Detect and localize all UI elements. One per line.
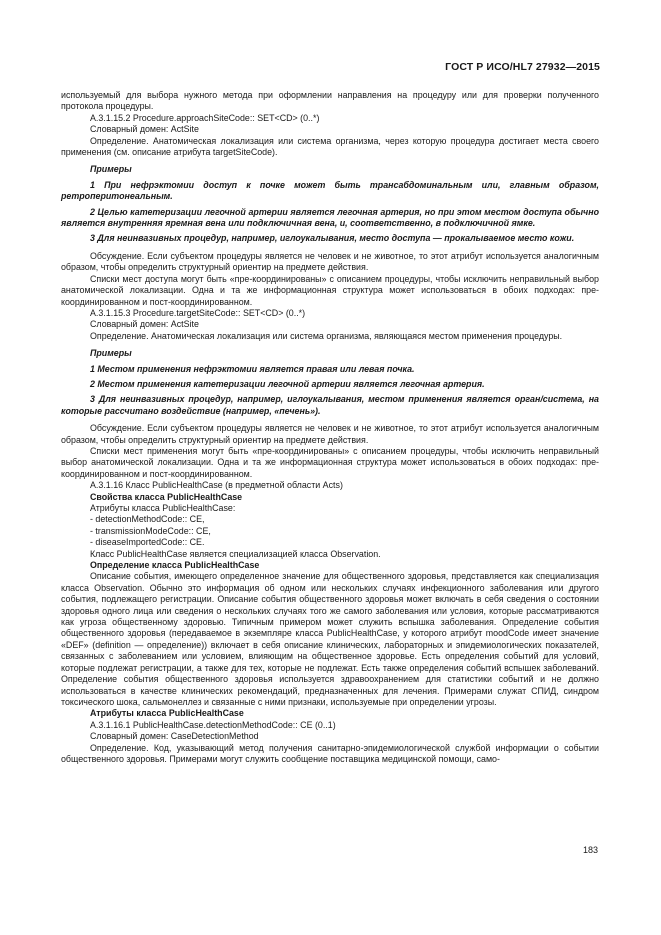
section-a-3-1-16: A.3.1.16 Класс PublicHealthCase (в предметной области Acts) — [90, 480, 343, 491]
attribute-list-item: - diseaseImportedCode:: CE. — [90, 537, 205, 548]
example-2: 2 Целью катетеризации легочной артерии является легочная артерия, но при этом местом доступа обычно является внутренняя яремная вена или подключичная вена, и, соответственно, в подключичной ямке. — [61, 206, 599, 229]
class-properties-heading: Свойства класса PublicHealthCase — [90, 491, 243, 502]
example-3: 3 Для неинвазивных процедур, например, иглоукалывания, местом применения является орган/система, на которые рассчитано воздействие (например, «печень»). — [61, 394, 599, 416]
example-1: 1 Местом применения нефрэктомии является правая или левая почка. — [90, 363, 415, 374]
discussion-paragraph: Обсуждение. Если субъектом процедуры является не человек и не животное, то этот атрибут используется аналогичным образом, чтобы определить структурный ориентир на предмете действия. — [61, 250, 599, 273]
approach-site-lists-paragraph: Списки мест доступа могут быть «пре-координированы» с описанием процедуры, чтобы исключить неправильный выбор анатомической локализации. Одна и та же информационная структура может использоваться в обоих подходах: пре-координированном и пост-координированном. — [61, 273, 599, 307]
example-2: 2 Местом применения катетеризации легочной артерии является легочная артерия. — [90, 378, 485, 389]
definition-paragraph: Определение. Анатомическая локализация или система организма, через которую процедура достигает места своего применения (см. описание атрибута targetSiteCode). — [61, 135, 599, 158]
paragraph-continuation: используемый для выбора нужного метода при оформлении направления на процедуру или для проверки полученного протокола процедуры. — [61, 90, 599, 112]
definition-paragraph: Определение. Анатомическая локализация или система организма, являющаяся местом применения процедуры. — [90, 330, 563, 341]
section-a-3-1-16-1: A.3.1.16.1 PublicHealthCase.detectionMethodCode:: CE (0..1) — [90, 719, 336, 730]
class-attributes-heading: Атрибуты класса PublicHealthCase — [90, 708, 244, 719]
vocabulary-domain: Словарный домен: ActSite — [90, 319, 199, 330]
attributes-intro: Атрибуты класса PublicHealthCase: — [90, 503, 236, 513]
vocabulary-domain: Словарный домен: ActSite — [90, 124, 199, 135]
examples-heading: Примеры — [90, 348, 132, 359]
section-a-3-1-15-3: A.3.1.15.3 Procedure.targetSiteCode:: SET<CD> (0..*) — [90, 307, 306, 318]
standard-header: ГОСТ Р ИСО/HL7 27932—2015 — [445, 61, 600, 73]
page-body — [61, 90, 599, 765]
section-a-3-1-15-2: A.3.1.15.2 Procedure.approachSiteCode:: SET<CD> (0..*) — [90, 112, 320, 123]
page-number: 183 — [582, 845, 598, 855]
discussion-paragraph: Обсуждение. Если субъектом процедуры является не человек и не животное, то этот атрибут используется аналогичным образом, чтобы определить структурный ориентир на предмете действия. — [61, 423, 599, 445]
attribute-list-item: - transmissionModeCode:: CE, — [90, 525, 211, 536]
example-1: 1 При нефрэктомии доступ к почке может быть трансабдоминальным или, главным образом, ретроперитонеальным. — [61, 179, 599, 202]
examples-heading: Примеры — [90, 164, 132, 175]
specialization-note: Класс PublicHealthCase является специализацией класса Observation. — [90, 548, 381, 559]
example-3: 3 Для неинвазивных процедур, например, иглоукалывания, место доступа — прокалываемое место кожи. — [90, 233, 575, 244]
vocabulary-domain: Словарный домен: CaseDetectionMethod — [90, 731, 259, 742]
class-definition-heading: Определение класса PublicHealthCase — [90, 560, 260, 571]
class-definition-paragraph: Описание события, имеющего определенное значение для общественного здоровья, представляется как специализация класса Observation. Обычно это информация об одном или нескольких случаях инфекционного заболевания или другого события, подлежащего регистрации. Описание события общественного здоровья может включать в себя сведения о состоянии здоровья одного лица или сведения о нескольких случаях того же самого заболевания или условия, которые рассматриваются как угроза общественному здоровью. Типичным примером может служить вспышка заболевания. Определение события общественного здоровья (передаваемое в экземпляре класса PublicHealthCase, у которого атрибут moodCode имеет значение «DEF» (definition — определение)) включает в себя описание клинических, лабораторных и эпидемиологических показателей, связанных с заболеванием или условием, влияющим на общественное здоровье. Есть определения событий для условий, которые подлежат регистрации, а также для тех, которые не подлежат. Есть также определения событий вспышек заболеваний. Определение события общественного здоровья используется здравоохранением для статистики событий и не должно использоваться в качестве клинических рекомендаций, предназначенных для лечения. Примерами служат СПИД, синдром токсического шока, сальмонеллез и связанные с ними признаки, используемые при определении угрозы. — [61, 571, 599, 707]
target-site-lists-paragraph: Списки мест применения могут быть «пре-координированы» с описанием процедуры, чтобы исключить неправильный выбор анатомической локализации. Одна и та же информационная структура может использоваться в обоих подходах: пре-координированном и пост-координированном. — [61, 445, 599, 479]
attribute-list-item: - detectionMethodCode:: CE, — [90, 514, 205, 525]
definition-paragraph: Определение. Код, указывающий метод получения санитарно-эпидемиологической службой информации о событии общественного здоровья. Примерами могут служить сообщение поставщика медицинской помощи, само- — [61, 742, 599, 764]
